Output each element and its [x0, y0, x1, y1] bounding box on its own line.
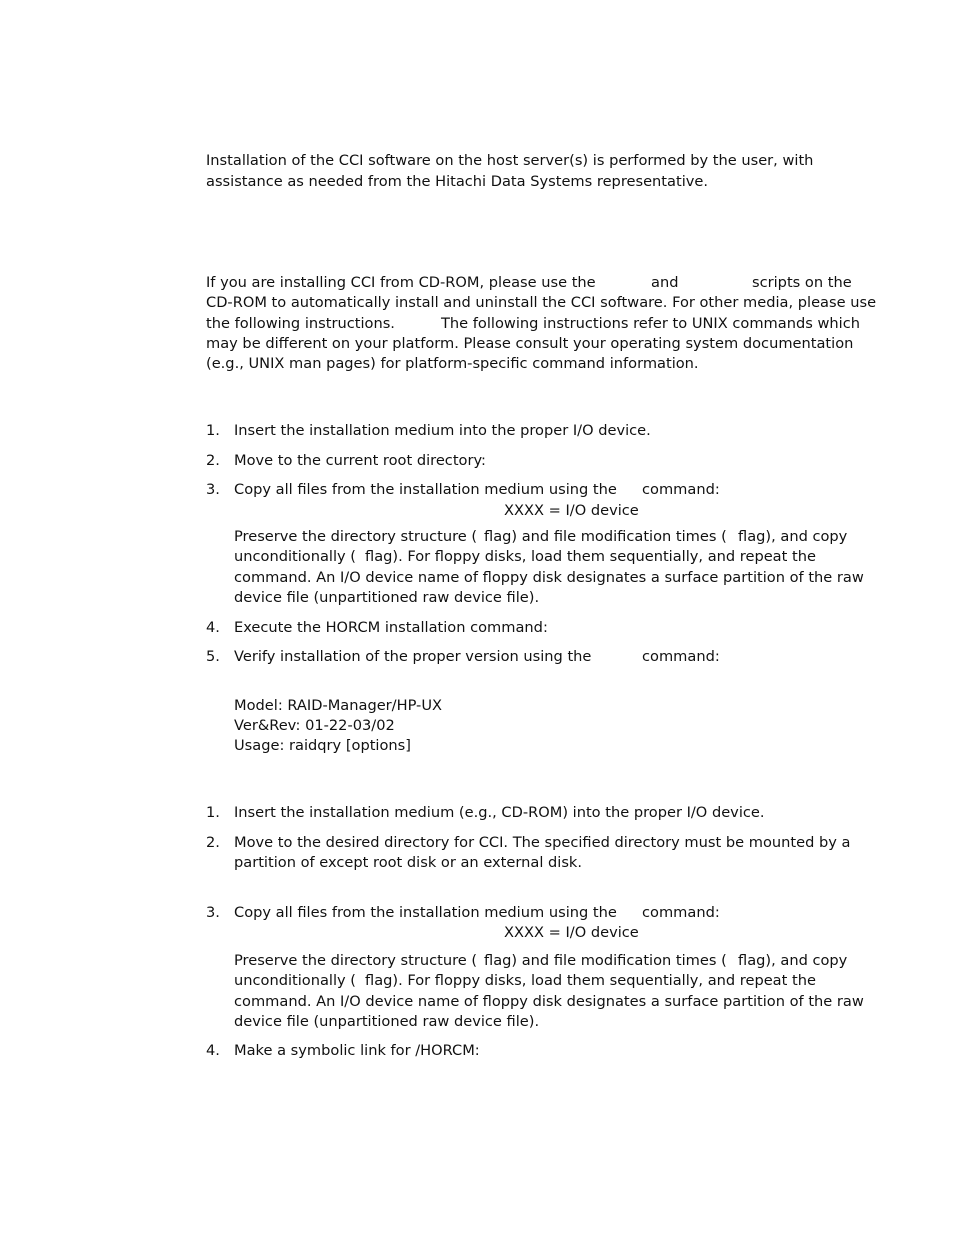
step-5-text-a: Verify installation of the proper version using the	[234, 648, 592, 665]
output-usage: Usage: raidqry [options]	[234, 737, 411, 754]
step-2-text: Move to the current root directory:	[234, 452, 486, 469]
cdrom-line-1c: scripts on the	[752, 274, 852, 291]
cdrom-line-1a: If you are installing CCI from CD-ROM, please use the	[206, 274, 596, 291]
step-number: 2.	[206, 452, 220, 469]
cdrom-line-5: (e.g., UNIX man pages) for platform-specific command information.	[206, 355, 699, 372]
step-3-text-b: command:	[642, 904, 720, 921]
step-number: 3.	[206, 481, 220, 498]
step-1-text: Insert the installation medium (e.g., CD-ROM) into the proper I/O device.	[234, 804, 765, 821]
preserve-line-3: command. An I/O device name of floppy disk designates a surface partition of the raw	[234, 569, 864, 586]
step-number: 5.	[206, 648, 220, 665]
output-model: Model: RAID-Manager/HP-UX	[234, 697, 442, 714]
preserve-line-1a: Preserve the directory structure (	[234, 528, 478, 545]
step-number: 4.	[206, 619, 220, 636]
step-3-text-a: Copy all files from the installation medium using the	[234, 481, 617, 498]
step-number: 1.	[206, 422, 220, 439]
step-4-text: Make a symbolic link for /HORCM:	[234, 1042, 480, 1059]
preserve-line-1b: flag) and file modification times (	[484, 952, 727, 969]
step-2-text-a: Move to the desired directory for CCI. The specified directory must be mounted by a	[234, 834, 851, 851]
step-number: 4.	[206, 1042, 220, 1059]
preserve-line-1a: Preserve the directory structure (	[234, 952, 478, 969]
preserve-line-1c: flag), and copy	[738, 528, 848, 545]
step-number: 1.	[206, 804, 220, 821]
preserve-line-2b: flag). For floppy disks, load them sequentially, and repeat the	[365, 548, 816, 565]
preserve-line-2b: flag). For floppy disks, load them sequentially, and repeat the	[365, 972, 816, 989]
step-5-text-b: command:	[642, 648, 720, 665]
preserve-line-1c: flag), and copy	[738, 952, 848, 969]
step-3-text-b: command:	[642, 481, 720, 498]
output-version: Ver&Rev: 01-22-03/02	[234, 717, 395, 734]
preserve-line-2a: unconditionally (	[234, 972, 356, 989]
preserve-line-4: device file (unpartitioned raw device file).	[234, 1013, 540, 1030]
preserve-line-4: device file (unpartitioned raw device file).	[234, 589, 540, 606]
step-3-text-a: Copy all files from the installation medium using the	[234, 904, 617, 921]
step-2-text-b: partition of except root disk or an external disk.	[234, 854, 583, 871]
step-number: 2.	[206, 834, 220, 851]
step-number: 3.	[206, 904, 220, 921]
intro-line-1: Installation of the CCI software on the host server(s) is performed by the user, with	[206, 152, 814, 169]
cdrom-line-4: may be different on your platform. Please consult your operating system documentation	[206, 335, 854, 352]
cdrom-line-3a: the following instructions.	[206, 315, 395, 332]
preserve-line-1b: flag) and file modification times (	[484, 528, 727, 545]
preserve-line-3: command. An I/O device name of floppy disk designates a surface partition of the raw	[234, 993, 864, 1010]
step-1-text: Insert the installation medium into the proper I/O device.	[234, 422, 651, 439]
io-device-note: XXXX = I/O device	[504, 502, 639, 519]
io-device-note: XXXX = I/O device	[504, 924, 639, 941]
cdrom-line-1b: and	[651, 274, 679, 291]
cdrom-line-3b: The following instructions refer to UNIX commands which	[441, 315, 860, 332]
cdrom-line-2: CD-ROM to automatically install and uninstall the CCI software. For other media, please use	[206, 294, 877, 311]
preserve-line-2a: unconditionally (	[234, 548, 356, 565]
step-4-text: Execute the HORCM installation command:	[234, 619, 548, 636]
intro-line-2: assistance as needed from the Hitachi Data Systems representative.	[206, 173, 709, 190]
